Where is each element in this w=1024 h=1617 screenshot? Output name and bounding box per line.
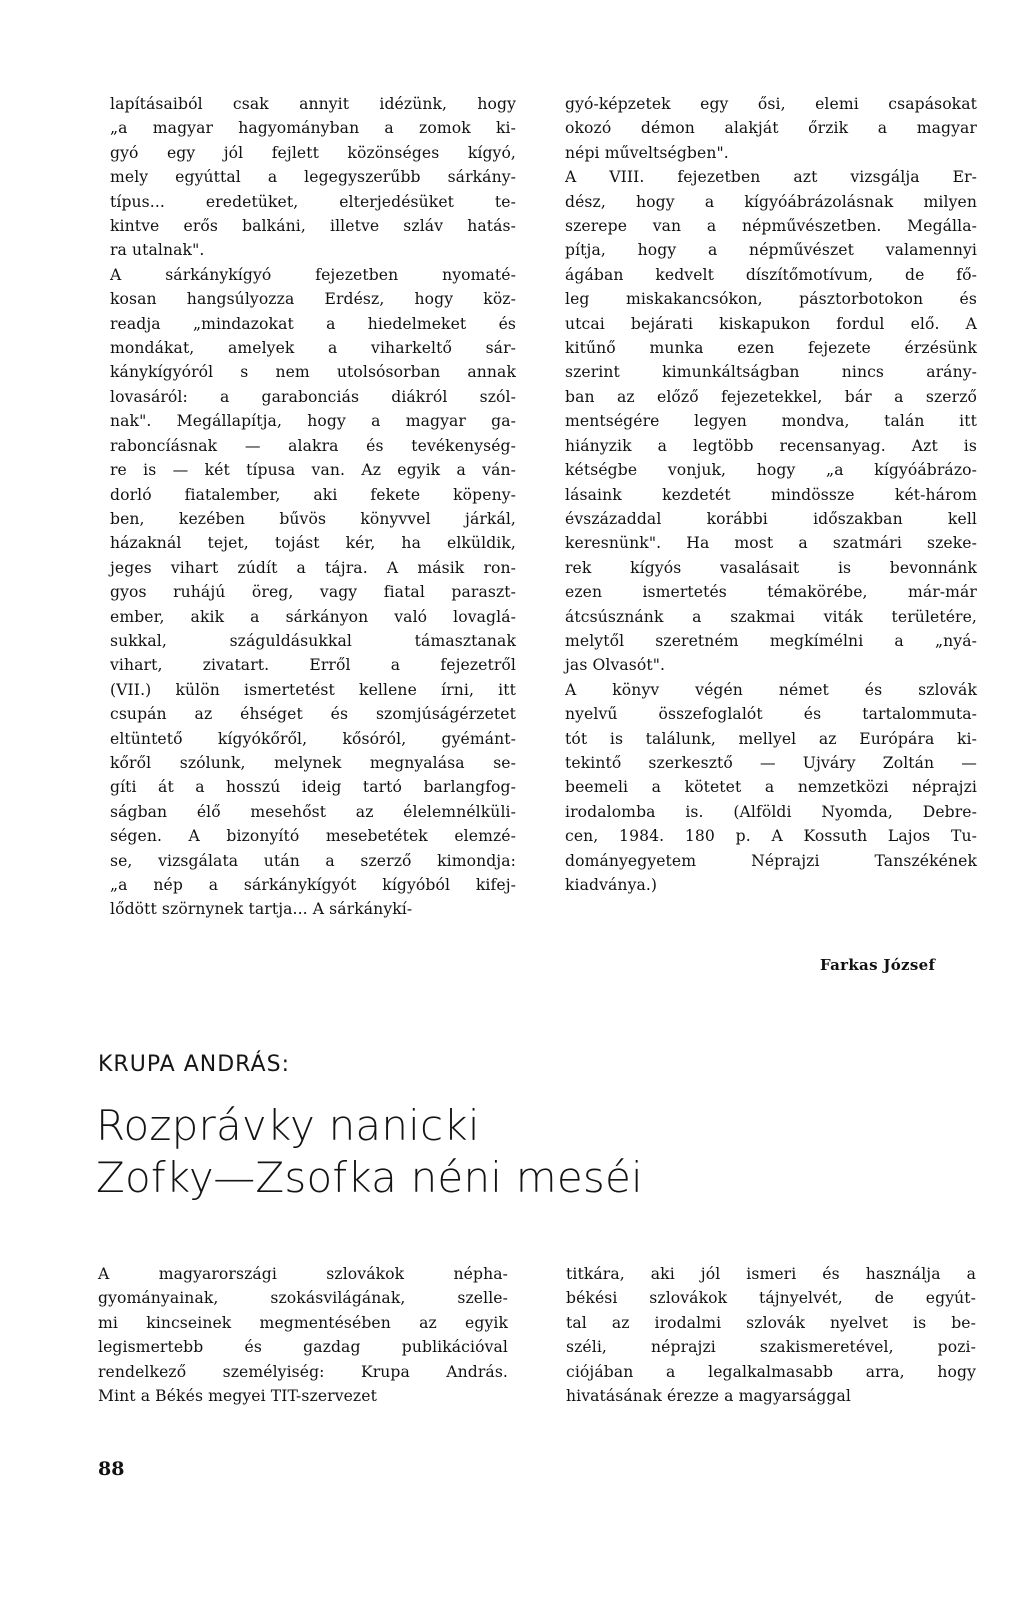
text-line: titkára, aki jól ismeri és használja a — [566, 1265, 976, 1283]
text-line: utcai bejárati kiskapukon fordul elő. A — [565, 314, 977, 333]
text-line: gyó-képzetek egy ősi, elemi csapásokat — [565, 95, 977, 113]
text-line: rek kígyós vasalásait is bevonnánk — [565, 558, 977, 577]
text-line: hiányzik a legtöbb recensanyag. Azt is — [565, 436, 977, 455]
text-line: se, vizsgálata után a szerző kimondja: — [110, 851, 516, 870]
text-line: legismertebb és gazdag publikációval — [98, 1338, 508, 1357]
text-line: ságban élő mesehőst az élelemnélküli- — [110, 802, 516, 821]
text-line: jas Olvasót". — [565, 656, 666, 675]
text-line: readja „mindazokat a hiedelmeket és — [110, 314, 516, 333]
text-line: ciójában a legalkalmasabb arra, hogy — [566, 1362, 976, 1381]
text-line: gíti át a hosszú ideig tartó barlangfog- — [110, 778, 516, 797]
text-line: irodalomba is. (Alföldi Nyomda, Debre- — [565, 802, 977, 821]
text-line: népi műveltségben". — [565, 143, 729, 162]
text-line: gyos ruhájú öreg, vagy fiatal paraszt- — [110, 583, 516, 602]
text-line: ra utalnak". — [110, 241, 205, 260]
text-line: gyó egy jól fejlett közönséges kígyó, — [110, 143, 516, 162]
text-line: tót is találunk, mellyel az Európára ki- — [565, 729, 977, 748]
text-line: A VIII. fejezetben azt vizsgálja Er- — [565, 168, 977, 187]
text-line: raboncíásnak — alakra és tevékenység- — [110, 436, 516, 455]
text-line: nyelvű összefoglalót és tartalommuta- — [565, 705, 977, 724]
text-line: okozó démon alakját őrzik a magyar — [565, 119, 977, 138]
text-line: kitűnő munka ezen fejezete érzésünk — [565, 339, 977, 358]
text-line: mondákat, amelyek a viharkeltő sár- — [110, 339, 516, 358]
text-line: ezen ismertetés témakörébe, már-már — [565, 583, 977, 602]
article-right-column — [566, 1262, 976, 1408]
text-line: pítja, hogy a népművészet valamennyi — [565, 241, 977, 260]
text-line: kétségbe vonjuk, hogy „a kígyóábrázo- — [565, 461, 977, 480]
text-line: kiadványa.) — [565, 876, 658, 894]
text-line: széli, néprajzi szakismeretével, pozi- — [566, 1338, 976, 1357]
text-line: A magyarországi szlovákok népha- — [98, 1265, 508, 1283]
text-line: melytől szeretném megkímélni a „nyá- — [565, 631, 977, 650]
text-line: lovasáról: a garabonciás diákról szól- — [110, 387, 516, 406]
text-line: kintve erős balkáni, illetve szláv hatás- — [110, 217, 516, 236]
text-line: évszázaddal korábbi időszakban kell — [565, 509, 977, 528]
text-line: re is — két típusa van. Az egyik a ván- — [110, 461, 516, 480]
article-left-column — [98, 1262, 508, 1408]
text-line: ban az előző fejezetekkel, bár a szerző — [565, 387, 977, 406]
text-line: ágában kedvelt díszítőmotívum, de fő- — [565, 265, 977, 284]
article-title-line-2: Zofky—Zsofka néni meséi — [96, 1153, 643, 1202]
text-line: békési szlovákok tájnyelvét, de egyút- — [566, 1289, 976, 1308]
text-line: „a nép a sárkánykígyót kígyóból kifej- — [110, 876, 516, 894]
text-line: sukkal, száguldásukkal támasztanak — [110, 631, 516, 650]
text-line: vihart, zivatart. Erről a fejezetről — [110, 656, 516, 675]
text-line: nak". Megállapítja, hogy a magyar ga- — [110, 412, 516, 431]
text-line: szerepe van a népművészetben. Megálla- — [565, 217, 977, 236]
text-line: lődött szörnynek tartja... A sárkánykí- — [110, 900, 413, 919]
article-title — [96, 1100, 643, 1204]
text-line: keresnünk". Ha most a szatmári szeke- — [565, 534, 977, 553]
text-line: A könyv végén német és szlovák — [565, 680, 977, 699]
review-signature: Farkas József — [820, 956, 936, 974]
text-line: gyományainak, szokásvilágának, szelle- — [98, 1289, 508, 1308]
text-line: ben, kezében bűvös könyvvel járkál, — [110, 509, 516, 528]
text-line: beemeli a kötetet a nemzetközi néprajzi — [565, 778, 977, 797]
text-line: tal az irodalmi szlovák nyelvet is be- — [566, 1313, 976, 1332]
text-line: házaknál tejet, tojást kér, ha elküldik, — [110, 534, 516, 553]
text-line: csupán az éhséget és szomjúságérzetet — [110, 705, 516, 724]
article-author: KRUPA ANDRÁS: — [98, 1052, 290, 1077]
text-line: ember, akik a sárkányon való lovaglá- — [110, 607, 516, 626]
text-line: dész, hogy a kígyóábrázolásnak milyen — [565, 192, 977, 211]
text-line: ségen. A bizonyító mesebetétek elemzé- — [110, 827, 516, 846]
text-line: jeges vihart zúdít a tájra. A másik ron- — [110, 558, 516, 577]
text-line: típus... eredetüket, elterjedésüket te- — [110, 192, 516, 211]
text-line: átcsúsznánk a szakmai viták területére, — [565, 607, 977, 626]
text-line: cen, 1984. 180 p. A Kossuth Lajos Tu- — [565, 827, 977, 846]
text-line: dományegyetem Néprajzi Tanszékének — [565, 851, 977, 870]
review-left-column — [110, 92, 516, 922]
text-line: Mint a Békés megyei TIT-szervezet — [98, 1387, 377, 1406]
text-line: kánykígyóról s nem utolsósorban annak — [110, 363, 516, 382]
text-line: mi kincseinek megmentésében az egyik — [98, 1313, 508, 1332]
text-line: eltüntető kígyókőről, kősóról, gyémánt- — [110, 729, 516, 748]
page-number: 88 — [98, 1458, 125, 1480]
text-line: mentségére legyen mondva, talán itt — [565, 412, 977, 431]
text-line: lapításaiból csak annyit idézünk, hogy — [110, 95, 516, 113]
text-line: mely egyúttal a legegyszerűbb sárkány- — [110, 168, 516, 187]
text-line: tekintő szerkesztő — Ujváry Zoltán — — [565, 753, 977, 772]
text-line: hivatásának érezze a magyarsággal — [566, 1387, 851, 1406]
text-line: (VII.) külön ismertetést kellene írni, itt — [110, 680, 516, 699]
text-line: A sárkánykígyó fejezetben nyomaté- — [110, 265, 516, 284]
text-line: kőről szólunk, melynek megnyalása se- — [110, 753, 516, 772]
article-title-line-1: Rozprávky nanicki — [96, 1101, 480, 1150]
text-line: szerint kimunkáltságban nincs arány- — [565, 363, 977, 382]
text-line: dorló fiatalember, aki fekete köpeny- — [110, 485, 516, 504]
review-right-column — [565, 92, 977, 897]
text-line: rendelkező személyiség: Krupa András. — [98, 1362, 508, 1381]
text-line: leg miskakancsókon, pásztorbotokon és — [565, 290, 977, 309]
text-line: „a magyar hagyományban a zomok ki- — [110, 119, 516, 138]
text-line: lásaink kezdetét mindössze két-három — [565, 485, 977, 504]
text-line: kosan hangsúlyozza Erdész, hogy köz- — [110, 290, 516, 309]
